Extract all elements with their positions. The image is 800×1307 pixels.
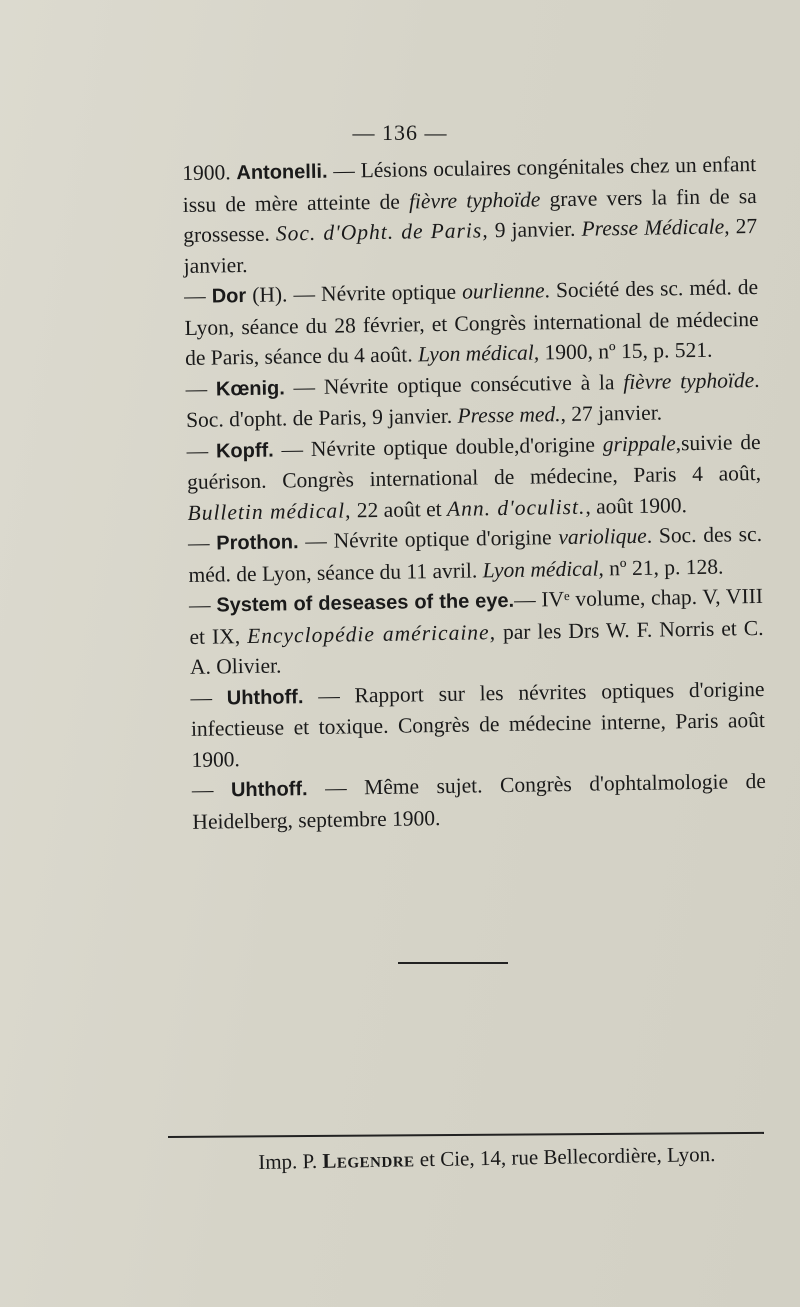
entry-text: . Société des sc. méd. de Lyon, séance du 28 février, et Congrès international de médecine de Paris, séance du 4 août. [184,274,759,370]
entry-prefix: — [183,283,212,308]
entry-italic-text: fièvre typhoïde [623,367,755,394]
entry-prefix: 1900. [182,160,237,185]
entry-author: Prothon. [216,531,299,555]
entry-text: 27 janvier. [183,213,758,278]
entry-journal: Presse Médicale, [581,214,730,241]
imprint-address: et Cie, 14, rue Bellecordière, Lyon. [414,1142,716,1172]
entry-text: — Névrite optique d'origine [298,525,559,554]
entry-prefix: — [185,375,217,401]
bibliography-entry [184,272,759,374]
entry-journal: Encyclopédie américaine, [246,619,497,648]
entry-author: Dor [211,285,247,308]
entry-text: — Névrite optique consécutive à la [284,369,624,399]
entry-author: System of deseases of the eye. [216,589,515,617]
page-number: — 136 — [352,120,448,145]
bibliography-entry [190,673,765,775]
entry-text: , 27 janvier. [560,400,663,427]
entry-prefix: — [188,592,217,617]
entry-text: — IVᵉ volume, chap. V, VIII et IX, [189,583,764,649]
entry-author: Uhthoff. [226,685,304,709]
entry-text: 22 août et [351,496,448,522]
entry-author: Kœnig. [215,376,285,400]
entry-journal: Soc. d'Opht. de Paris, [275,218,489,246]
entry-text: (H). — Névrite optique [245,279,463,308]
entry-italic-text: fièvre typhoïde [408,186,541,213]
bibliography-entry [185,364,760,435]
entry-author: Uhthoff. [230,778,308,802]
entry-prefix: — [187,530,217,555]
entry-journal: Ann. d'oculist. [446,494,586,521]
entry-italic-text: ourlienne [461,278,545,304]
entry-text: ,suivie de guérison. Congrès international de médecine, Paris 4 août, [186,429,762,494]
entry-prefix: — [191,777,232,802]
entry-text: grave vers la fin de sa grossesse. [183,183,757,247]
entry-text: 1900, nº 15, p. 521. [538,337,713,365]
entry-text: — Rapport sur les névrites optiques d'origine infectieuse et toxique. Congrès de médecine interne, Paris août 1900. [190,676,766,772]
entry-author: Antonelli. [236,160,328,185]
entry-journal: Lyon médical, [417,340,540,367]
entry-italic-text: grippale [602,430,676,456]
entry-text: — Lésions oculaires congénitales chez un enfant issu de mère atteinte de [182,151,757,217]
bibliography-entry [189,581,764,683]
entry-text: nº 21, p. 128. [603,554,724,580]
entry-journal: Presse med. [457,402,561,428]
entry-italic-text: variolique [558,523,647,550]
entry-text: , août 1900. [585,492,688,519]
entry-text: — Névrite optique double,d'origine [273,431,603,462]
entry-text: par les Drs W. F. Norris et C. A. Olivier. [189,615,764,679]
entry-author: Kopff. [215,439,274,463]
entry-prefix: — [190,684,227,710]
entry-text: . Soc. d'opht. de Paris, 9 janvier. [185,367,760,432]
bibliography-entry [188,519,763,590]
bibliography-entry [186,426,761,528]
imprint-printer-name: Legendre [322,1147,415,1173]
footer-rule [168,1132,764,1138]
section-divider [398,962,508,964]
bibliography-list [182,149,767,837]
bibliography-entry [182,149,758,281]
entry-prefix: — [186,438,217,463]
bibliography-entry [192,766,767,837]
entry-text: 9 janvier. [488,216,582,243]
imprint-lead: Imp. P. [258,1148,323,1174]
entry-journal: Bulletin médical, [187,497,352,525]
entry-text: — Même sujet. Congrès d'ophtalmologie de Heidelberg, septembre 1900. [192,768,767,834]
entry-text: . Soc. des sc. méd. de Lyon, séance du 11 avril. [188,521,763,587]
entry-journal: Lyon médical, [482,555,605,582]
printer-imprint [258,1142,716,1175]
